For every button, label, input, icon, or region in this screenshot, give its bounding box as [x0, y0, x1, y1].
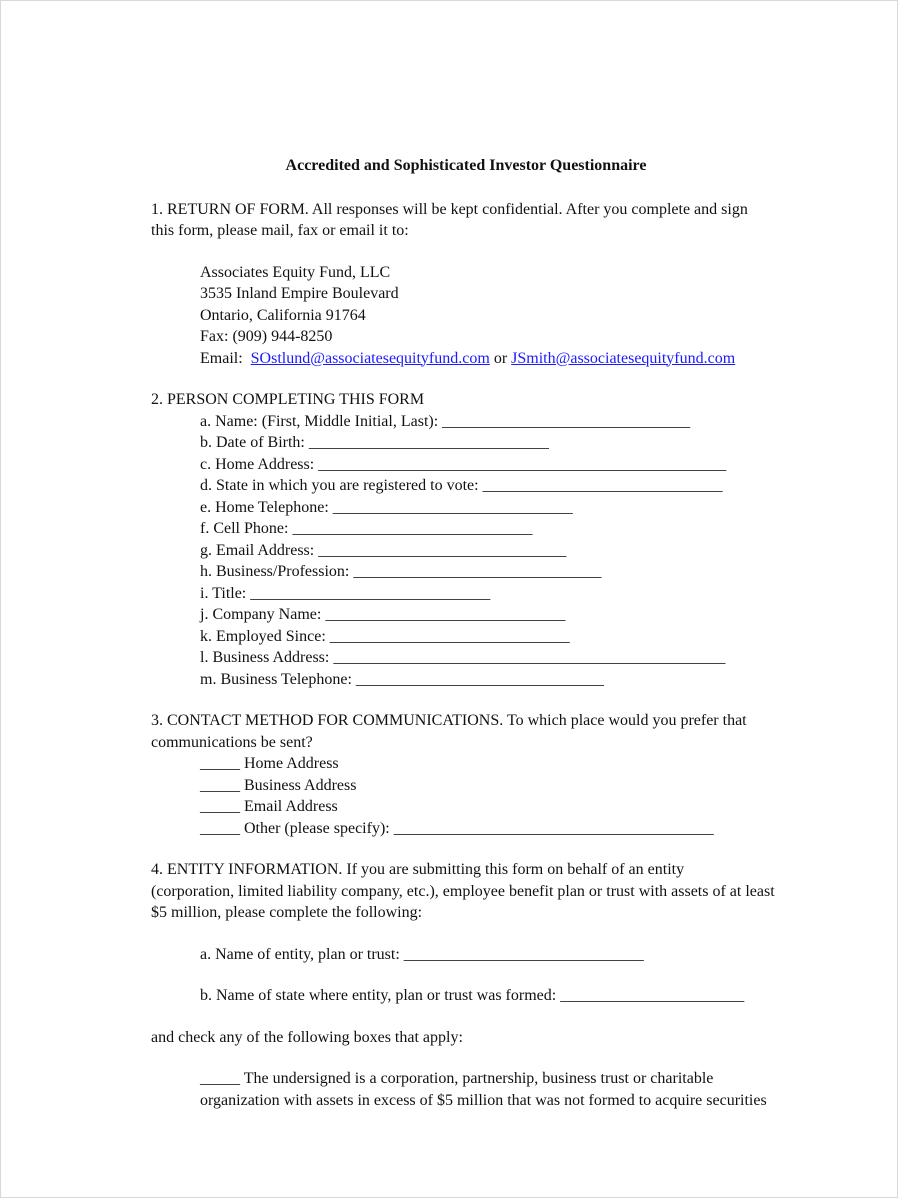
email-link-jsmith[interactable]: JSmith@associatesequityfund.com: [511, 349, 736, 367]
address-line-company: Associates Equity Fund, LLC: [200, 263, 391, 281]
field-title[interactable]: i. Title: ______________________________: [200, 584, 491, 602]
field-home-telephone[interactable]: e. Home Telephone: ______________________________: [200, 498, 573, 516]
check-intro: and check any of the following boxes that apply:: [151, 1028, 463, 1046]
section4-line1: 4. ENTITY INFORMATION. If you are submitting this form on behalf of an entity: [151, 861, 685, 878]
field-voter-state[interactable]: d. State in which you are registered to vote: ______________________________: [200, 477, 723, 494]
field-business-profession[interactable]: h. Business/Profession: _______________________________: [200, 563, 602, 580]
mailing-address: [151, 262, 791, 370]
option-other[interactable]: _____ Other (please specify): ________________________________________: [200, 819, 714, 837]
section-contact-method: [151, 710, 791, 839]
page-title: Accredited and Sophisticated Investor Questionnaire: [285, 157, 647, 174]
field-date-of-birth[interactable]: b. Date of Birth: ______________________________: [200, 434, 549, 451]
field-entity-name[interactable]: a. Name of entity, plan or trust: ______________________________: [200, 945, 644, 963]
option-home-address[interactable]: _____ Home Address: [200, 755, 339, 772]
field-business-address[interactable]: l. Business Address: _________________________________________________: [200, 649, 726, 666]
option-business-address[interactable]: _____ Business Address: [200, 776, 357, 794]
section3-line2: communications be sent?: [151, 733, 313, 751]
document-content: [151, 155, 791, 1111]
section4-line2: (corporation, limited liability company, etc.), employee benefit plan or trust with assets of at least: [151, 882, 775, 900]
field-entity-state[interactable]: b. Name of state where entity, plan or trust was formed: _______________________: [200, 987, 745, 1004]
section2-heading: 2. PERSON COMPLETING THIS FORM: [151, 391, 425, 408]
section-person-completing: [151, 389, 791, 690]
option-email-address[interactable]: _____ Email Address: [200, 798, 338, 815]
email-label: Email:: [200, 349, 251, 367]
section3-line1: 3. CONTACT METHOD FOR COMMUNICATIONS. To which place would you prefer that: [151, 712, 747, 729]
address-line-city: Ontario, California 91764: [200, 306, 366, 324]
email-link-sostlund[interactable]: SOstlund@associatesequityfund.com: [250, 349, 490, 367]
address-line-fax: Fax: (909) 944-8250: [200, 328, 333, 345]
field-company-name[interactable]: j. Company Name: ______________________________: [200, 606, 566, 623]
section-entity-information: [151, 859, 791, 1111]
check-option-corporation-cont: organization with assets in excess of $5 million that was not formed to acquire securities: [200, 1091, 767, 1109]
email-or-text: or: [489, 349, 512, 367]
section1-line2: this form, please mail, fax or email it to:: [151, 222, 409, 239]
field-email-address[interactable]: g. Email Address: _______________________________: [200, 541, 567, 559]
section1-line1: 1. RETURN OF FORM. All responses will be kept confidential. After you complete and sign: [151, 200, 748, 218]
section4-line3: $5 million, please complete the following:: [151, 904, 423, 921]
section-return-of-form: [151, 199, 791, 370]
address-line-street: 3535 Inland Empire Boulevard: [200, 285, 399, 302]
field-business-telephone[interactable]: m. Business Telephone: _______________________________: [200, 670, 604, 688]
field-employed-since[interactable]: k. Employed Since: ______________________________: [200, 627, 570, 645]
field-cell-phone[interactable]: f. Cell Phone: ______________________________: [200, 520, 533, 537]
check-option-corporation[interactable]: _____ The undersigned is a corporation, partnership, business trust or charitable: [200, 1070, 714, 1087]
field-name[interactable]: a. Name: (First, Middle Initial, Last): _______________________________: [200, 412, 691, 430]
address-line-email: [200, 348, 791, 370]
field-home-address[interactable]: c. Home Address: ___________________________________________________: [200, 455, 727, 473]
